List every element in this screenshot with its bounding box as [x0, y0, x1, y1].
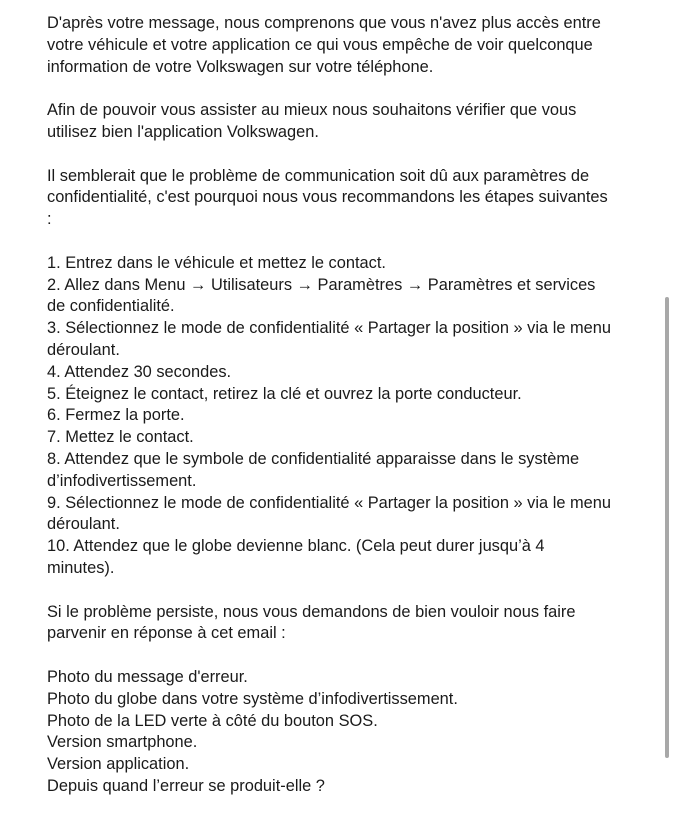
cause-paragraph: Il semblerait que le problème de communication soit dû aux paramètres de confidentialité, c'est pourquoi nous vous recommandons les étapes suivantes : — [47, 166, 608, 229]
requested-item: Photo du globe dans votre système d’infodivertissement. — [47, 689, 458, 708]
requested-item: Version smartphone. — [47, 733, 198, 752]
intro-paragraph: D'après votre message, nous comprenons que vous n'avez plus accès entre votre véhicule et votre application ce qui vous empêche de voir quelconque information de votre Volkswagen sur votre téléphone. — [47, 14, 601, 76]
requested-item: Photo du message d'erreur. — [47, 667, 248, 686]
steps-list — [47, 253, 613, 580]
verification-paragraph: Afin de pouvoir vous assister au mieux nous souhaitons vérifier que vous utilisez bien l'application Volkswagen. — [47, 101, 577, 141]
requested-item: Photo de la LED verte à côté du bouton SOS. — [47, 711, 378, 730]
step-item: 5. Éteignez le contact, retirez la clé et ouvrez la porte conducteur. — [47, 384, 522, 403]
followup-paragraph: Si le problème persiste, nous vous demandons de bien vouloir nous faire parvenir en réponse à cet email : — [47, 602, 576, 643]
step-item: 9. Sélectionnez le mode de confidentialité « Partager la position » via le menu déroulant. — [47, 493, 612, 534]
step-item: 6. Fermez la porte. — [47, 406, 185, 425]
requested-item: Version application. — [47, 755, 190, 774]
step-item: 7. Mettez le contact. — [47, 428, 194, 447]
step-item: 10. Attendez que le globe devienne blanc. (Cela peut durer jusqu’à 4 minutes). — [47, 537, 545, 577]
step-item: 3. Sélectionnez le mode de confidentialité « Partager la position » via le menu déroulant. — [47, 319, 612, 359]
email-body — [47, 13, 613, 819]
step-item: 1. Entrez dans le véhicule et mettez le contact. — [47, 253, 386, 272]
step-item: 4. Attendez 30 secondes. — [47, 362, 232, 381]
vertical-scrollbar[interactable] — [665, 297, 669, 758]
requested-items-list — [47, 667, 613, 798]
step-item: 8. Attendez que le symbole de confidentialité apparaisse dans le système d’infodivertissement. — [47, 449, 580, 490]
step-item: 2. Allez dans Menu → Utilisateurs → Paramètres → Paramètres et services de confidentialité. — [47, 275, 596, 316]
requested-item: Depuis quand l’erreur se produit-elle ? — [47, 776, 325, 795]
